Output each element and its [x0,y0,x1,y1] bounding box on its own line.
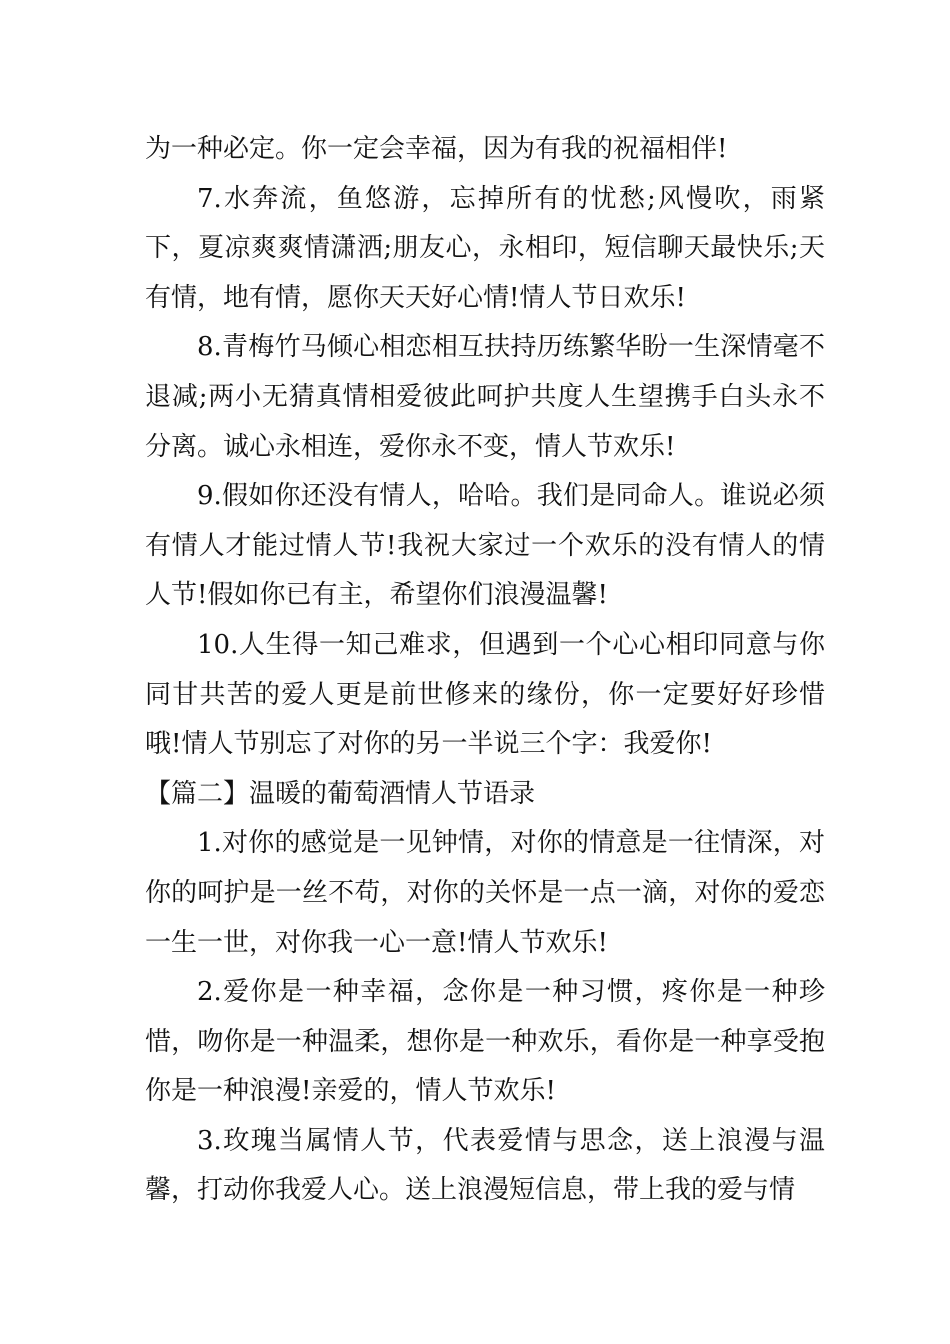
paragraph-item-1: 1.对你的感觉是一见钟情，对你的情意是一往情深，对你的呵护是一丝不苟，对你的关怀是一点一滴，对你的爱恋一生一世，对你我一心一意!情人节欢乐! [145,828,825,958]
paragraph-item-2: 2.爱你是一种幸福，念你是一种习惯，疼你是一种珍惜，吻你是一种温柔，想你是一种欢乐，看你是一种享受抱你是一种浪漫!亲爱的，情人节欢乐! [145,977,825,1107]
document-body [145,125,825,1216]
paragraph-item-8: 8.青梅竹马倾心相恋相互扶持历练繁华盼一生深情毫不退减;两小无猜真情相爱彼此呵护共度人生望携手白头永不分离。诚心永相连，爱你永不变，情人节欢乐! [145,332,825,462]
paragraph-item-9: 9.假如你还没有情人，哈哈。我们是同命人。谁说必须有情人才能过情人节!我祝大家过一个欢乐的没有情人的情人节!假如你已有主，希望你们浪漫温馨! [145,481,825,611]
section-heading: 【篇二】温暖的葡萄酒情人节语录 [145,778,536,809]
paragraph-item-3: 3.玫瑰当属情人节，代表爱情与思念，送上浪漫与温馨，打动你我爱人心。送上浪漫短信息，带上我的爱与情 [145,1125,825,1206]
paragraph-item-10: 10.人生得一知己难求，但遇到一个心心相印同意与你同甘共苦的爱人更是前世修来的缘份，你一定要好好珍惜哦!情人节别忘了对你的另一半说三个字：我爱你! [145,629,825,760]
paragraph-item-7: 7.水奔流，鱼悠游，忘掉所有的忧愁;风慢吹，雨紧下，夏凉爽爽情潇洒;朋友心，永相印，短信聊天最快乐;天有情，地有情，愿你天天好心情!情人节日欢乐! [145,183,825,313]
paragraph-continuation: 为一种必定。你一定会幸福，因为有我的祝福相伴! [145,134,728,164]
